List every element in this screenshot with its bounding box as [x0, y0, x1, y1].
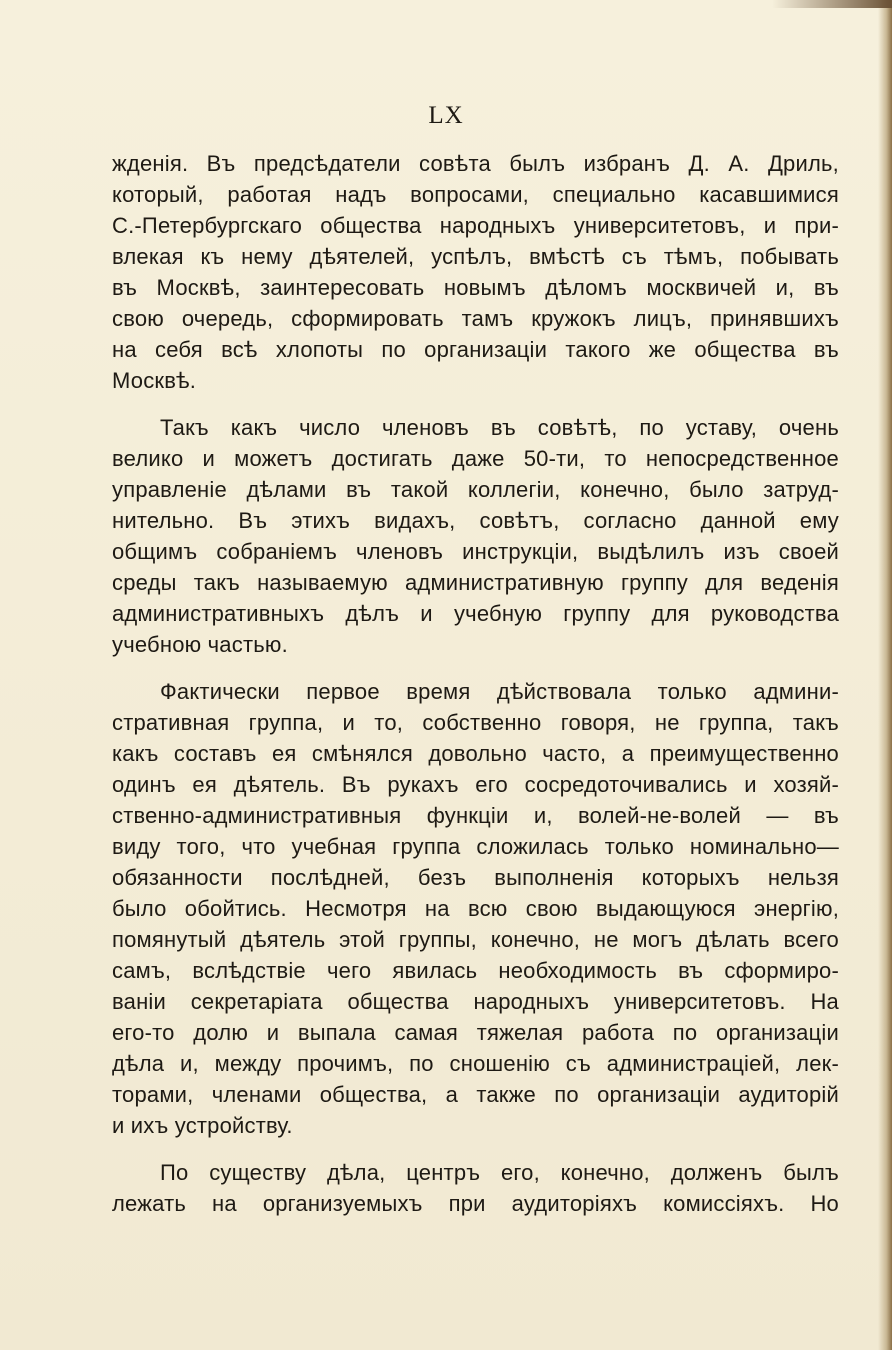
paragraph	[112, 148, 839, 396]
paragraph	[112, 676, 839, 1141]
text-line: ственно-административныя функціи и, волей-не-волей — въ	[112, 803, 839, 828]
text-line: въ Москвѣ, заинтересовать новымъ дѣломъ москвичей и, въ	[112, 275, 839, 300]
text-line: велико и можетъ достигать даже 50-ти, то непосредственное	[112, 446, 839, 471]
page-edge-top	[772, 0, 892, 8]
body-text	[112, 148, 839, 1219]
text-line: который, работая надъ вопросами, специально касавшимися	[112, 182, 839, 207]
text-line: самъ, вслѣдствіе чего явилась необходимость въ сформиро-	[112, 958, 839, 983]
page-edge	[878, 0, 892, 1350]
text-line: Такъ какъ число членовъ въ совѣтѣ, по уставу, очень	[160, 415, 839, 440]
text-line: ваніи секретаріата общества народныхъ университетовъ. На	[112, 989, 839, 1014]
text-line: обязанности послѣдней, безъ выполненія которыхъ нельзя	[112, 865, 839, 890]
text-line: какъ составъ ея смѣнялся довольно часто, а преимущественно	[112, 741, 839, 766]
text-line: влекая къ нему дѣятелей, успѣлъ, вмѣстѣ съ тѣмъ, побывать	[112, 244, 839, 269]
text-line: торами, членами общества, а также по организаціи аудиторій	[112, 1082, 839, 1107]
text-line: свою очередь, сформировать тамъ кружокъ лицъ, принявшихъ	[112, 306, 839, 331]
paragraph	[112, 1157, 839, 1219]
text-line: дѣла и, между прочимъ, по сношенію съ администраціей, лек-	[112, 1051, 839, 1076]
text-line: среды такъ называемую административную группу для веденія	[112, 570, 839, 595]
text-line: нительно. Въ этихъ видахъ, совѣтъ, согласно данной ему	[112, 508, 839, 533]
text-line: его-то долю и выпала самая тяжелая работа по организаціи	[112, 1020, 839, 1045]
paragraph	[112, 412, 839, 660]
text-line: было обойтись. Несмотря на всю свою выдающуюся энергію,	[112, 896, 839, 921]
text-line: лежать на организуемыхъ при аудиторіяхъ комиссіяхъ. Но	[112, 1191, 839, 1216]
text-line: Москвѣ.	[112, 368, 197, 393]
page-number: LX	[428, 102, 464, 129]
text-line: Фактически первое время дѣйствовала только админи-	[160, 679, 839, 704]
text-line: одинъ ея дѣятель. Въ рукахъ его сосредоточивались и хозяй-	[112, 772, 839, 797]
text-line: учебною частью.	[112, 632, 288, 657]
text-line: административныхъ дѣлъ и учебную группу для руководства	[112, 601, 839, 626]
text-line: управленіе дѣлами въ такой коллегіи, конечно, было затруд-	[112, 477, 839, 502]
text-line: стративная группа, и то, собственно говоря, не группа, такъ	[112, 710, 839, 735]
text-line: на себя всѣ хлопоты по организаціи такого же общества въ	[112, 337, 839, 362]
text-line: и ихъ устройству.	[112, 1113, 293, 1138]
text-line: С.-Петербургскаго общества народныхъ университетовъ, и при-	[112, 213, 839, 238]
text-line: По существу дѣла, центръ его, конечно, долженъ былъ	[160, 1160, 839, 1185]
text-line: общимъ собраніемъ членовъ инструкціи, выдѣлилъ изъ своей	[112, 539, 839, 564]
text-line: виду того, что учебная группа сложилась только номинально—	[112, 834, 839, 859]
text-line: жденія. Въ предсѣдатели совѣта былъ избранъ Д. А. Дриль,	[112, 151, 839, 176]
text-line: помянутый дѣятель этой группы, конечно, не могъ дѣлать всего	[112, 927, 839, 952]
